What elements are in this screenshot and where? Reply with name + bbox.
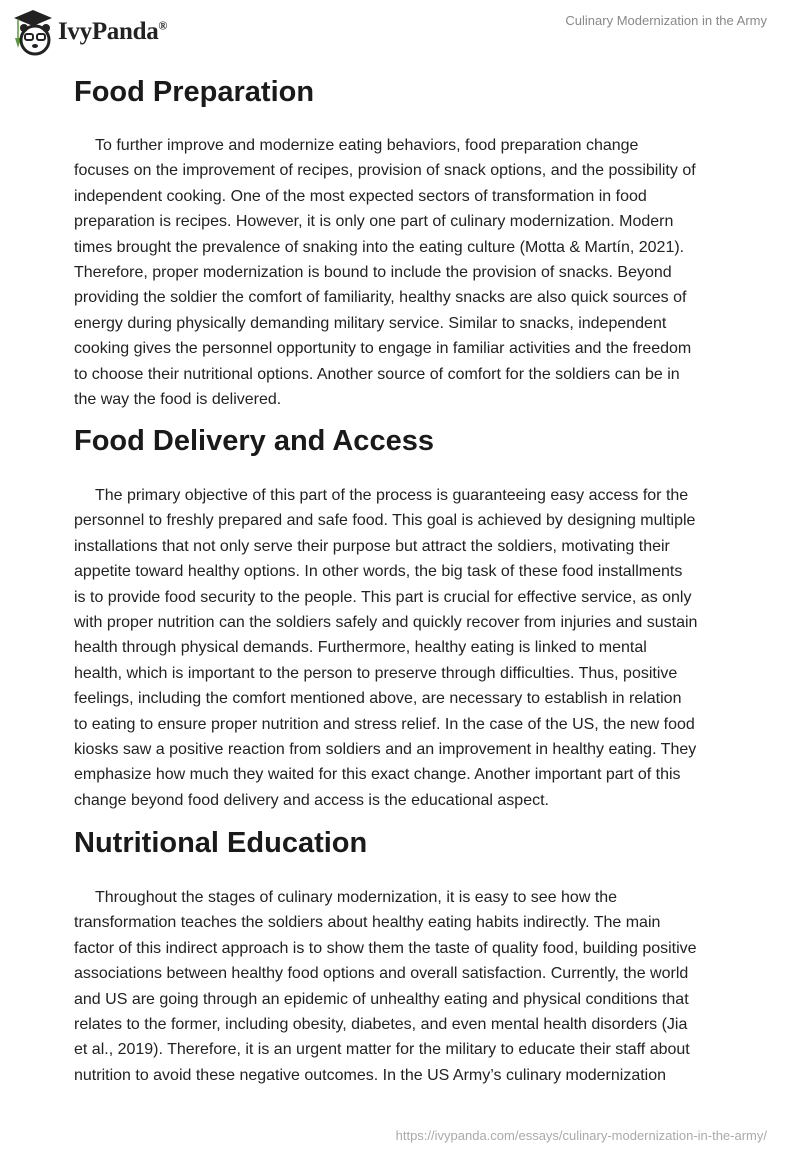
text-line: transformation teaches the soldiers about healthy eating habits indirectly. The main [74,914,661,932]
text-line: appetite toward healthy options. In other words, the big task of these food installments [74,563,683,581]
text-line: health, which is important to the person to preserve through difficulties. Thus, positive [74,664,678,682]
text-line: nutrition to avoid these negative outcomes. In the US Army’s culinary modernization [74,1066,667,1084]
text-line: Therefore, proper modernization is bound to include the provision of snacks. Beyond [74,264,672,282]
text-line: personnel to freshly prepared and safe food. This goal is achieved by designing multiple [74,512,696,530]
text-line: energy during physically demanding military service. Similar to snacks, independent [74,314,667,332]
section-paragraph [74,483,754,813]
text-line: preparation is recipes. However, it is only one part of culinary modernization. Modern [74,213,674,231]
section-paragraph [74,885,754,1088]
text-line: with proper nutrition can the soldiers safely and quickly recover from injuries and sustain [74,614,698,632]
text-line: times brought the prevalence of snaking into the eating culture (Motta & Martín, 2021). [74,238,685,256]
text-line: focuses on the improvement of recipes, provision of snack options, and the possibility of [74,162,696,180]
text-line: to choose their nutritional options. Another source of comfort for the soldiers can be in [74,365,680,383]
ivypanda-logo[interactable] [12,8,167,56]
text-line: providing the soldier the comfort of familiarity, healthy snacks are also quick sources of [74,289,687,307]
text-line: feelings, including the comfort mentioned above, are necessary to establish in relation [74,690,682,708]
text-line: cooking gives the personnel opportunity to engage in familiar activities and the freedom [74,340,692,358]
text-line: factor of this indirect approach is to show them the taste of quality food, building positive [74,939,697,957]
text-line: kiosks saw a positive reaction from soldiers and an improvement in healthy eating. They [74,741,697,759]
document-title: Culinary Modernization in the Army [565,13,767,28]
text-line: The primary objective of this part of the process is guaranteeing easy access for the [95,487,689,504]
section-heading: Food Preparation [74,76,315,108]
source-url[interactable]: https://ivypanda.com/essays/culinary-modernization-in-the-army/ [395,1128,767,1143]
brand-name: IvyPanda® [58,18,168,45]
text-line: et al., 2019). Therefore, it is an urgent matter for the military to educate their staff about [74,1041,690,1059]
text-line: Throughout the stages of culinary modernization, it is easy to see how the [95,889,618,906]
text-line: change beyond food delivery and access is the educational aspect. [74,791,549,809]
text-line: To further improve and modernize eating behaviors, food preparation change [95,137,639,154]
text-line: independent cooking. One of the most expected sectors of transformation in food [74,187,647,205]
panda-graduate-icon [12,8,54,56]
text-line: the way the food is delivered. [74,391,282,409]
section-heading: Food Delivery and Access [74,425,434,457]
text-line: emphasize how much they waited for this exact change. Another important part of this [74,766,681,784]
text-line: relates to the former, including obesity, diabetes, and even mental health disorders (Jia [74,1016,688,1034]
text-line: health through physical demands. Furthermore, healthy eating is linked to mental [74,639,647,657]
text-line: and US are going through an epidemic of unhealthy eating and physical conditions that [74,990,689,1008]
text-line: is to provide food security to the people. This part is crucial for effective service, as only [74,588,692,606]
section-heading: Nutritional Education [74,827,368,859]
text-line: to eating to ensure proper nutrition and stress relief. In the case of the US, the new food [74,715,695,733]
section-paragraph [74,133,754,412]
text-line: associations between healthy food options and overall satisfaction. Currently, the world [74,965,689,983]
text-line: installations that not only serve their purpose but attract the soldiers, motivating their [74,537,670,555]
